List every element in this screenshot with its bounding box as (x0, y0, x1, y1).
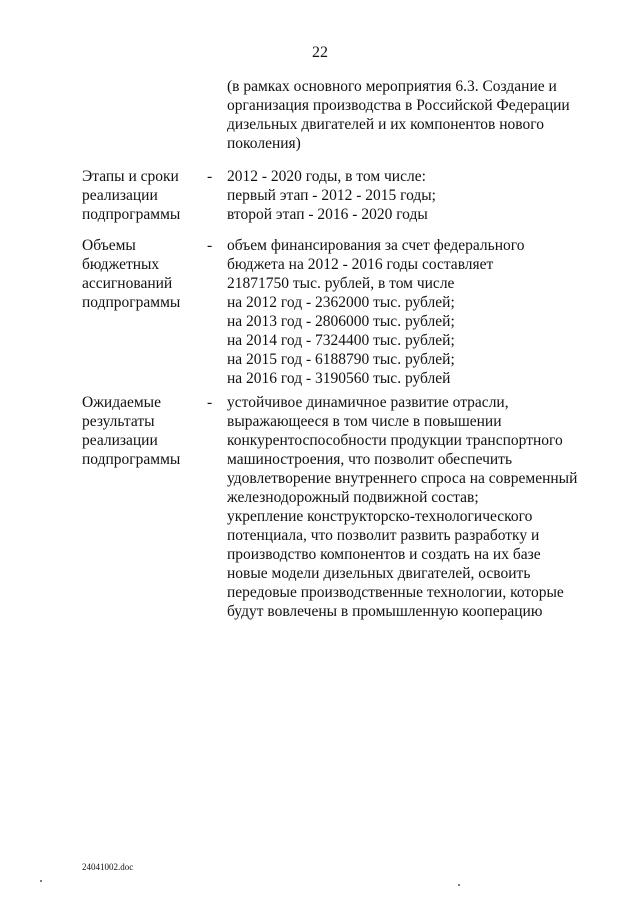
row-body-line: потенциала, что позволит развить разработку и (227, 527, 540, 544)
row-body-line: машиностроения, что позволит обеспечить (227, 451, 513, 468)
intro-line: дизельных двигателей и их компонентов нового (227, 116, 544, 133)
intro-line: поколения) (227, 135, 301, 152)
row-label-line: подпрограммы (82, 294, 181, 311)
row-label-line: реализации (82, 432, 158, 449)
row-body-line: на 2015 год - 6188790 тыс. рублей; (227, 351, 455, 368)
row-label-line: ассигнований (82, 275, 173, 292)
row-label-line: подпрограммы (82, 451, 181, 468)
row-dash: - (207, 394, 213, 411)
row-body-line: выражающееся в том числе в повышении (227, 413, 502, 430)
row-body-line: на 2016 год - 3190560 тыс. рублей (227, 370, 451, 387)
row-body-line: на 2014 год - 7324400 тыс. рублей; (227, 332, 455, 349)
row-label-line: бюджетных (82, 256, 160, 273)
row-label-line: результаты (82, 413, 155, 430)
row-label-line: Ожидаемые (82, 394, 161, 411)
scan-speck (40, 880, 42, 882)
row-label (82, 236, 202, 312)
row-body-line: объем финансирования за счет федерального (227, 237, 525, 254)
row-body-line: передовые производственные технологии, которые (227, 584, 564, 601)
scan-speck (458, 884, 460, 886)
row-body-line: бюджета на 2012 - 2016 годы составляет (227, 256, 494, 273)
row-body-line: новые модели дизельных двигателей, освоить (227, 565, 531, 582)
row-body-line: второй этап - 2016 - 2020 годы (227, 206, 428, 223)
row-body-line: железнодорожный подвижной состав; (227, 489, 479, 506)
row-label-line: Объемы (82, 237, 136, 254)
row-body-line: удовлетворение внутреннего спроса на современный (227, 470, 578, 487)
row-body (227, 393, 612, 621)
row-label-line: реализации (82, 187, 158, 204)
row-dash: - (207, 237, 213, 254)
row-body (227, 167, 612, 224)
row-body-line: устойчивое динамичное развитие отрасли, (227, 394, 509, 411)
intro-paragraph (227, 77, 607, 153)
row-body-line: производство компонентов и создать на их базе (227, 546, 541, 563)
row-body-line: на 2012 год - 2362000 тыс. рублей; (227, 294, 455, 311)
row-label (82, 167, 202, 224)
page-number: 22 (312, 44, 328, 61)
row-body-line: первый этап - 2012 - 2015 годы; (227, 187, 436, 204)
row-body (227, 236, 612, 388)
row-dash: - (207, 168, 213, 185)
row-body-line: 21871750 тыс. рублей, в том числе (227, 275, 455, 292)
intro-line: (в рамках основного мероприятия 6.3. Создание и (227, 78, 557, 95)
intro-line: организация производства в Российской Федерации (227, 97, 570, 114)
row-body-line: 2012 - 2020 годы, в том числе: (227, 168, 426, 185)
row-body-line: конкурентоспособности продукции транспортного (227, 432, 563, 449)
row-label-line: Этапы и сроки (82, 168, 179, 185)
footer-filename: 24041002.doc (82, 862, 134, 872)
row-body-line: укрепление конструкторско-технологического (227, 508, 533, 525)
row-body-line: будут вовлечены в промышленную кооперацию (227, 603, 543, 620)
row-body-line: на 2013 год - 2806000 тыс. рублей; (227, 313, 455, 330)
row-label-line: подпрограммы (82, 206, 181, 223)
row-label (82, 393, 202, 469)
